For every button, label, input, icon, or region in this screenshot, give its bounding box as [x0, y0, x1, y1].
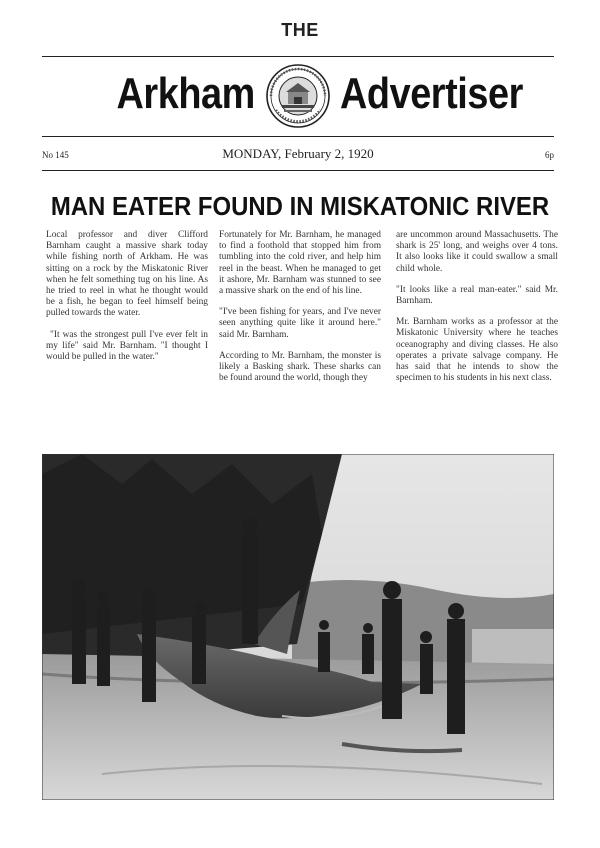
dateline [42, 146, 554, 166]
city-seal-icon [266, 64, 330, 128]
paper-kicker: THE [281, 20, 319, 40]
masthead [0, 62, 600, 130]
article-paragraph: Local professor and diver Clifford Barnham caught a massive shark today while fishing north of Arkham. He was sitting on a rock by the Miskatonic River when he felt something tug on his line. As he tried to reel in what he thought would be a fish, he began to feel himself being pulled towards the water. [46, 230, 208, 319]
issue-number: No 145 [42, 150, 69, 160]
article-column-2 [219, 230, 381, 394]
article-paragraph: "It looks like a real man-eater." said Mr. Barnham. [396, 284, 558, 307]
masthead-top-rule [42, 56, 554, 57]
article-paragraph: Fortunately for Mr. Barnham, he managed to find a foothold that stopped him from tumbling into the cold river, and help him reel in the beast. When he managed to get it ashore, Mr. Barnham was stunned to see a massive shark on the end of his line. [219, 230, 381, 297]
shark-photograph [42, 454, 554, 800]
issue-price: 6p [545, 150, 554, 160]
article-paragraph: are uncommon around Massachusetts. The shark is 25' long, and weighs over 4 tons. It also looks like it could swallow a small child whole. [396, 230, 558, 274]
article-column-3 [396, 230, 558, 394]
article-paragraph: "It was the strongest pull I've ever felt in my life" said Mr. Barnham. "I thought I would be pulled in the water." [46, 329, 208, 363]
paper-name-right: Advertiser [340, 69, 523, 118]
dateline-rule [42, 170, 554, 171]
paper-name-left: Arkham [116, 69, 255, 118]
article-paragraph: "I've been fishing for years, and I've never seen anything quite like it around here." said Mr. Barnham. [219, 307, 381, 340]
article-paragraph: According to Mr. Barnham, the monster is likely a Basking shark. These sharks can be found around the world, though they [219, 350, 381, 384]
article-column-1 [46, 230, 208, 373]
article-headline: MAN EATER FOUND IN MISKATONIC RIVER [50, 191, 550, 221]
masthead-bottom-rule [42, 136, 554, 137]
article-paragraph: Mr. Barnham works as a professor at the Miskatonic University where he teaches oceanography and diving classes. He also operates a private salvage company. He has said that he intends to show the specimen to his students in his next class. [396, 317, 558, 384]
issue-date: MONDAY, February 2, 1920 [222, 146, 374, 161]
